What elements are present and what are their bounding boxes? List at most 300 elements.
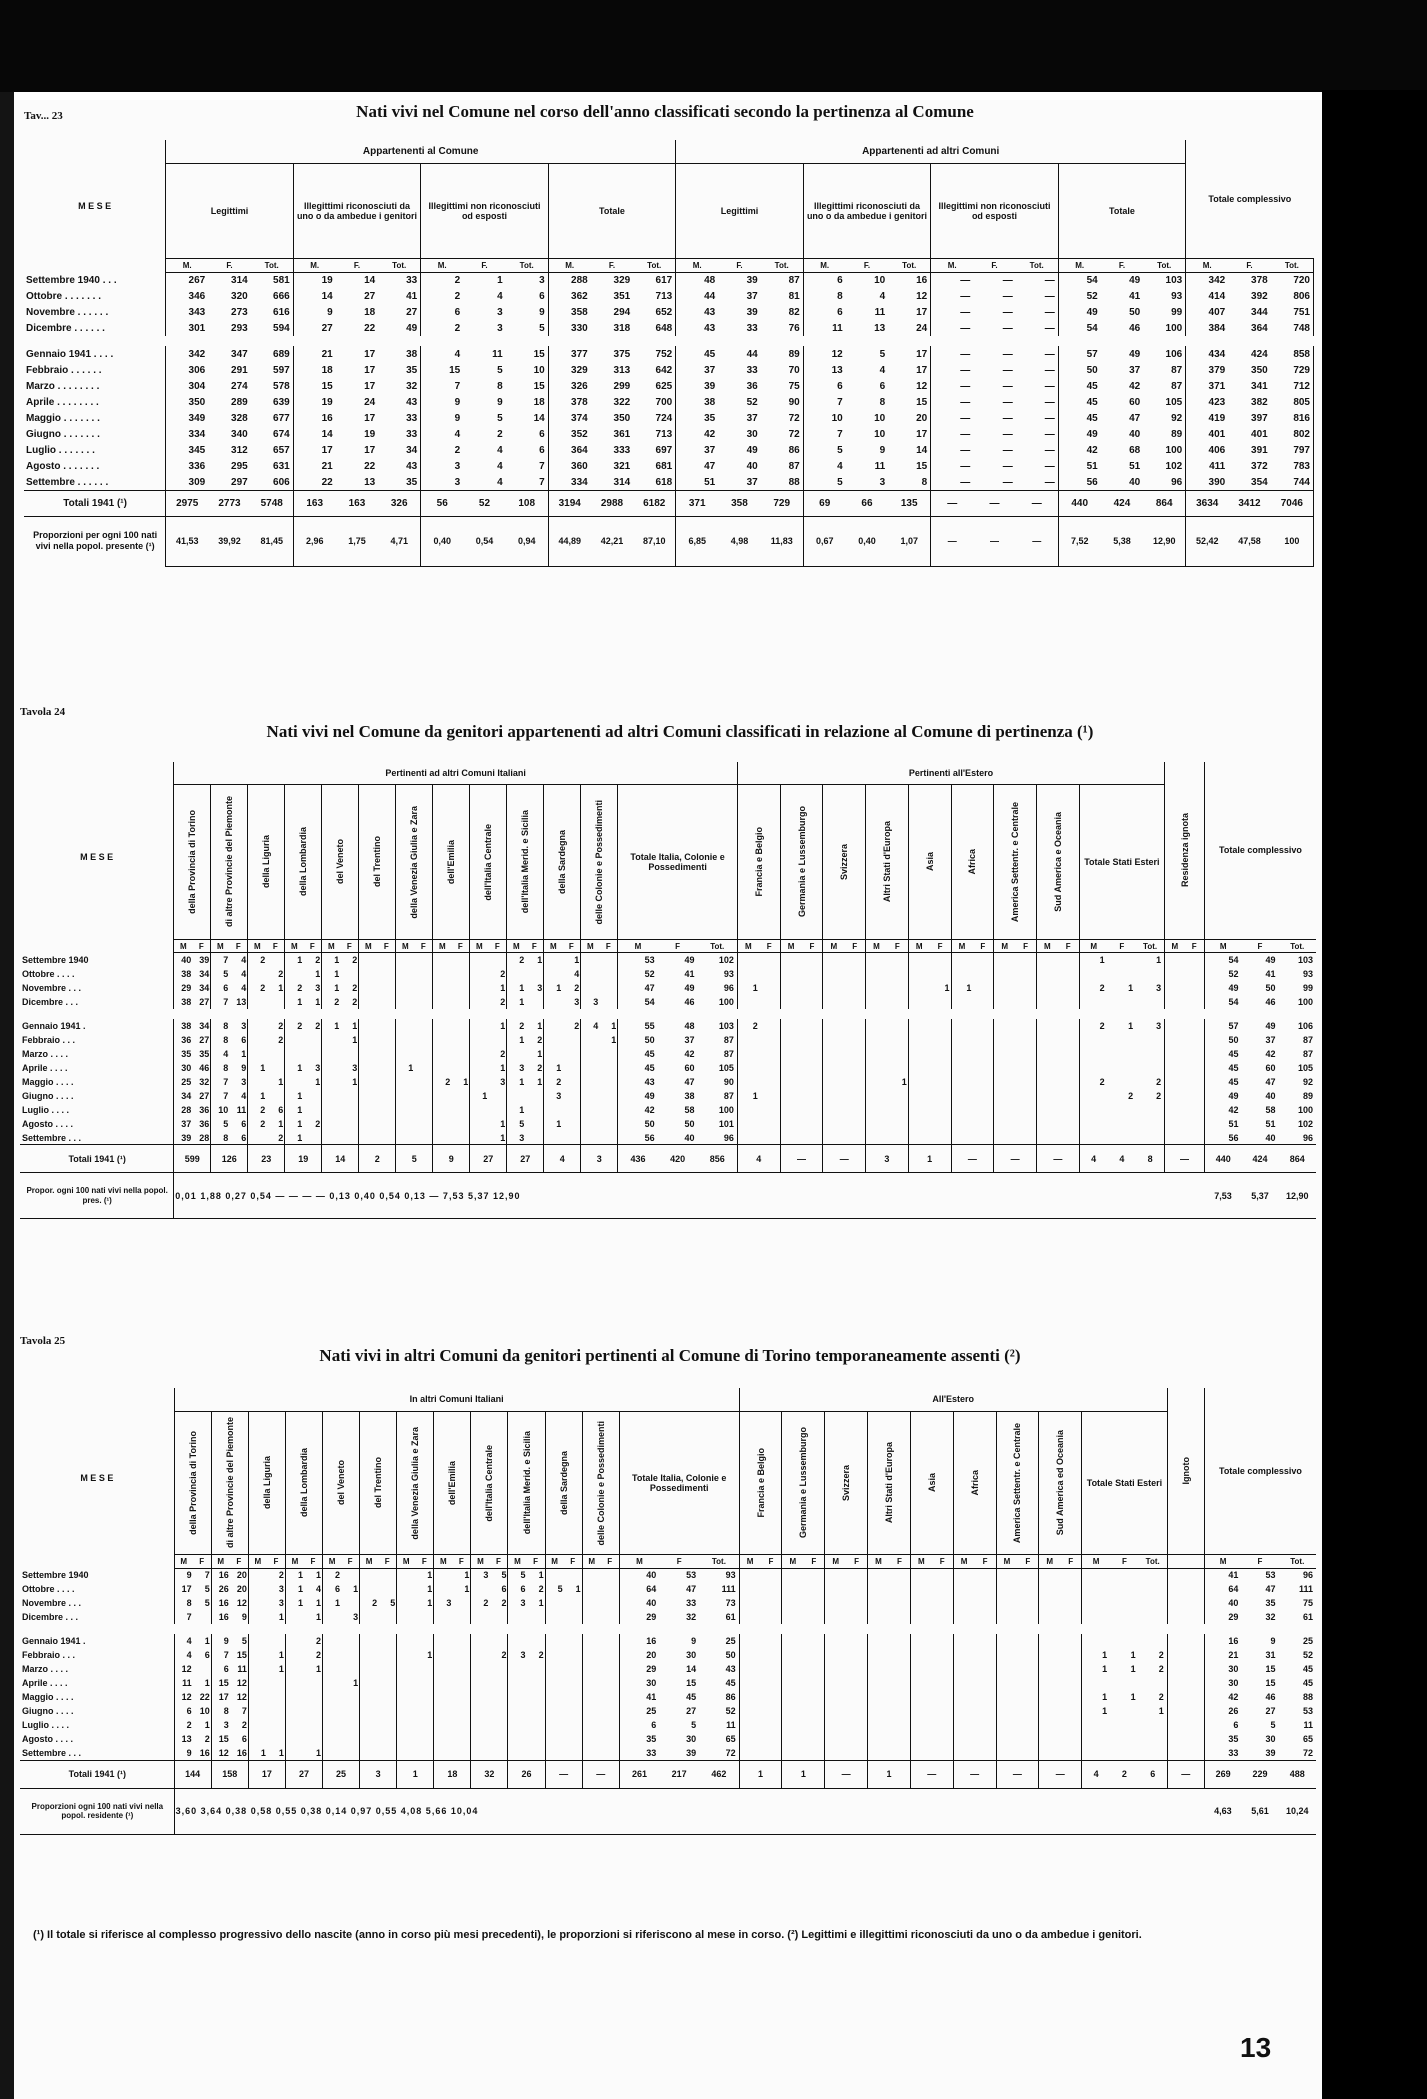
cell	[887, 967, 908, 981]
col-header-label: Africa	[969, 1470, 980, 1496]
cell	[910, 1732, 931, 1746]
cell	[780, 981, 801, 995]
row-label: Gennaio 1941 . . . .	[24, 346, 166, 362]
cell: 2	[488, 1047, 507, 1061]
mf-header: M	[581, 940, 600, 953]
cell-total: 35	[1228, 1734, 1239, 1744]
table-row	[20, 967, 1316, 981]
cell	[994, 1061, 1015, 1075]
col-header-label: Africa	[967, 849, 978, 875]
cell	[908, 1089, 929, 1103]
col-header-it	[544, 785, 581, 940]
cell: 2	[454, 444, 461, 456]
col-header-est	[994, 785, 1037, 940]
cell	[564, 1718, 583, 1732]
cell	[564, 1732, 583, 1746]
cell: 30	[181, 1062, 192, 1073]
cell	[780, 1089, 801, 1103]
cell	[1058, 1047, 1079, 1061]
cell: 1	[340, 1019, 359, 1033]
cell: —	[1016, 426, 1059, 442]
cell-res	[1185, 1047, 1205, 1061]
cell	[601, 1704, 620, 1718]
cell	[994, 1047, 1015, 1061]
col-header-label: della Venezia Giulia e Zara	[409, 805, 420, 919]
cell: 10	[831, 412, 843, 424]
cell: 10	[218, 1104, 229, 1115]
cell-total: 52	[1228, 968, 1239, 979]
cell	[932, 1746, 953, 1760]
cell	[1017, 1662, 1038, 1676]
cell	[471, 1648, 490, 1662]
cell-total-est: 1	[1102, 1650, 1108, 1660]
cell	[908, 1131, 929, 1145]
cell: 103	[1143, 272, 1186, 288]
total-cell: 9	[433, 1145, 470, 1173]
cell-total-it: 49	[684, 982, 695, 993]
cell: 15	[449, 364, 461, 376]
cell: 1	[497, 274, 503, 286]
table-row	[20, 981, 1316, 995]
cell: 45	[1086, 396, 1098, 408]
cell: 2	[303, 1117, 322, 1131]
cell: 10	[193, 1704, 212, 1718]
cell: 18	[506, 394, 549, 410]
mf-header: M	[996, 1555, 1017, 1568]
cell: 293	[231, 322, 248, 334]
mf-header: M	[359, 940, 378, 953]
cell	[451, 1117, 470, 1131]
total-cell: 32	[471, 1760, 508, 1788]
cell: —	[1002, 460, 1013, 472]
mese-header-24: M E S E	[20, 762, 174, 953]
total-cell: 1	[868, 1760, 911, 1788]
table-row	[24, 304, 1314, 320]
cell: 9	[186, 1748, 192, 1758]
cell-total-it: 30	[686, 1650, 697, 1660]
cell	[868, 1746, 889, 1760]
mf-header: F	[889, 1555, 910, 1568]
cell	[739, 1596, 760, 1610]
cell-total-it: 45	[644, 1048, 655, 1059]
cell-total-est	[1110, 1704, 1139, 1718]
cell: 17	[364, 444, 376, 456]
mf-header: M.	[548, 258, 591, 272]
cell	[471, 1582, 490, 1596]
proportion-cell: 0,54	[463, 516, 506, 566]
cell	[414, 1061, 433, 1075]
cell	[846, 1704, 867, 1718]
cell: 36	[746, 380, 758, 392]
row-label: Agosto . . . .	[20, 1117, 174, 1131]
cell: —	[960, 412, 971, 424]
mf-header: F	[601, 1555, 620, 1568]
cell: 3	[454, 460, 461, 472]
cell	[266, 953, 285, 967]
table-row	[24, 272, 1314, 288]
mf-header: M	[1082, 1555, 1111, 1568]
cell: 33	[378, 426, 421, 442]
cell	[887, 1033, 908, 1047]
cell	[562, 1117, 581, 1131]
cell-total-est: 1	[1128, 1020, 1134, 1031]
cell	[248, 995, 267, 1009]
cell	[414, 1131, 433, 1145]
cell	[868, 1568, 889, 1582]
cell: 27	[192, 995, 211, 1009]
cell	[470, 1061, 489, 1075]
cell: 6	[229, 1117, 248, 1131]
cell	[471, 1690, 490, 1704]
mf-header: Tot.	[1016, 258, 1059, 272]
total-cell: 14	[322, 1145, 359, 1173]
cell	[802, 1117, 823, 1131]
cell	[1060, 1610, 1081, 1624]
cell: 301	[188, 322, 206, 334]
cell: 2	[525, 1061, 544, 1075]
cell	[1015, 1117, 1036, 1131]
cell: —	[1016, 320, 1059, 336]
total-cell: 25	[323, 1760, 360, 1788]
cell-total-it: 101	[698, 1117, 738, 1131]
cell	[953, 1718, 974, 1732]
total-cell: —	[1039, 1760, 1082, 1788]
cell	[527, 1690, 546, 1704]
mf-header: M	[1079, 940, 1107, 953]
cell	[868, 1596, 889, 1610]
col-header-est	[996, 1411, 1039, 1555]
cell: 434	[1208, 348, 1226, 360]
cell	[508, 1704, 527, 1718]
table-row	[20, 1676, 1316, 1690]
cell-total-it: 50	[684, 1118, 695, 1129]
cell: 299	[613, 380, 631, 392]
cell	[451, 1131, 470, 1145]
cell	[994, 1103, 1015, 1117]
cell: 17	[888, 304, 931, 320]
cell	[471, 1634, 490, 1648]
cell	[248, 1582, 267, 1596]
cell: 2	[488, 995, 507, 1009]
cell	[866, 1075, 887, 1089]
cell-total-est: 1	[1102, 1692, 1108, 1702]
totale-header: Totale	[548, 163, 676, 258]
cell-total: 21	[1228, 1650, 1239, 1660]
cell	[780, 1117, 801, 1131]
cell: 27	[364, 290, 376, 302]
cell	[599, 1103, 618, 1117]
proportions-label: Propor. ogni 100 nati vivi nella popol. pres. (¹)	[20, 1173, 174, 1219]
cell-total: 52	[1302, 1650, 1313, 1660]
cell-total-est: 1	[1099, 954, 1105, 965]
cell-total-it: 16	[646, 1636, 657, 1646]
cell	[866, 1047, 887, 1061]
table25-label: Tavola 25	[20, 1335, 66, 1347]
cell: 22	[364, 322, 376, 334]
cell: 6	[266, 1103, 285, 1117]
cell-total: 45	[1302, 1678, 1313, 1688]
cell	[761, 1662, 782, 1676]
mf-header: M	[248, 940, 267, 953]
cell	[825, 1704, 846, 1718]
col-header-est	[1039, 1411, 1082, 1555]
cell: 2	[297, 982, 303, 993]
cell: 1	[408, 1062, 414, 1073]
cell-total: 29	[1228, 1612, 1239, 1622]
cell	[433, 1047, 452, 1061]
totals-label: Totali 1941 (¹)	[20, 1760, 174, 1788]
cell	[581, 967, 600, 981]
cell: 2	[752, 1020, 758, 1031]
cell: —	[1002, 412, 1013, 424]
cell: 3	[229, 1075, 248, 1089]
table-row	[20, 1596, 1316, 1610]
cell: 1	[303, 967, 322, 981]
cell: 1	[525, 1019, 544, 1033]
cell-total-it: 43	[644, 1076, 655, 1087]
cell: 7	[837, 428, 843, 440]
cell	[737, 1131, 758, 1145]
cell-total: 54	[1228, 954, 1239, 965]
mf-header: M	[323, 1555, 342, 1568]
cell: 3	[267, 1582, 286, 1596]
col-header-est	[780, 785, 823, 940]
cell: —	[1002, 396, 1013, 408]
cell: —	[1002, 322, 1013, 334]
cell-total: 45	[1228, 1048, 1239, 1059]
cell-total-est	[1139, 1568, 1168, 1582]
cell: 3	[488, 1075, 507, 1089]
cell	[564, 1610, 583, 1624]
cell	[545, 1718, 564, 1732]
cell	[951, 1033, 972, 1047]
cell-total-est	[1079, 967, 1107, 981]
cell: 350	[613, 412, 631, 424]
cell: 364	[1251, 322, 1268, 334]
cell-total-it: 20	[646, 1650, 657, 1660]
total-cell: —	[545, 1760, 582, 1788]
cell: 1	[267, 1662, 286, 1676]
cell	[930, 1089, 951, 1103]
cell-total-it: 61	[699, 1610, 739, 1624]
cell	[471, 1746, 490, 1760]
cell	[489, 1704, 508, 1718]
cell-total: 30	[1228, 1678, 1239, 1688]
cell: 3	[446, 1598, 452, 1608]
cell	[304, 1732, 323, 1746]
cell-total: 47	[1265, 1584, 1276, 1594]
cell	[889, 1568, 910, 1582]
total-cell: 424	[1241, 1145, 1278, 1173]
cell: —	[960, 364, 971, 376]
cell: 16	[230, 1746, 249, 1760]
cell: 1	[415, 1648, 434, 1662]
cell	[396, 953, 415, 967]
cell: 57	[1086, 348, 1098, 360]
col-header-it	[581, 785, 618, 940]
cell	[739, 1610, 760, 1624]
cell	[564, 1596, 583, 1610]
cell: 9	[454, 412, 461, 424]
cell	[581, 1117, 600, 1131]
cell	[930, 1131, 951, 1145]
cell	[599, 1061, 618, 1075]
cell	[451, 1089, 470, 1103]
mf-header: F	[267, 1555, 286, 1568]
col-header-label: del Trentino	[372, 836, 383, 888]
cell	[248, 1690, 267, 1704]
cell: 5	[506, 320, 549, 336]
cell	[508, 1610, 527, 1624]
table-row	[24, 378, 1314, 394]
cell-total-it: 32	[686, 1612, 697, 1622]
cell: 3	[454, 476, 461, 488]
cell: 1	[525, 953, 544, 967]
cell	[599, 1089, 618, 1103]
cell: 42	[1129, 380, 1141, 392]
cell	[340, 1131, 359, 1145]
cell-total-est	[1110, 1746, 1139, 1760]
cell	[975, 1746, 996, 1760]
cell: 45	[704, 348, 716, 360]
mf-header: F	[1110, 1555, 1139, 1568]
cell: 797	[1271, 442, 1314, 458]
cell: 1	[966, 982, 972, 993]
cell: 377	[571, 348, 588, 360]
cell: 12	[888, 378, 931, 394]
cell: 51	[1086, 460, 1098, 472]
cell	[267, 1718, 286, 1732]
cell	[601, 1634, 620, 1648]
cell: 11	[874, 306, 886, 318]
cell: 1	[297, 1104, 303, 1115]
cell: 14	[321, 428, 333, 440]
cell: 321	[613, 460, 631, 472]
cell-total: 40	[1228, 1598, 1239, 1608]
cell	[397, 1746, 416, 1760]
cell	[304, 1704, 323, 1718]
cell	[910, 1704, 931, 1718]
cell: 401	[1251, 428, 1268, 440]
cell-total-it: 111	[699, 1582, 739, 1596]
mf-header: F	[193, 1555, 212, 1568]
totale-complessivo-header-24: Totale complessivo	[1219, 845, 1302, 856]
cell-total-est	[1110, 1582, 1139, 1596]
col-header-label: della Liguria	[261, 835, 272, 889]
cell: 7	[223, 954, 229, 965]
cell	[433, 1117, 452, 1131]
cell: 342	[1208, 274, 1226, 286]
cell	[322, 1061, 341, 1075]
cell	[470, 1103, 489, 1117]
cell	[582, 1568, 601, 1582]
cell: 351	[613, 290, 631, 302]
cell	[360, 1732, 379, 1746]
cell	[266, 1061, 285, 1075]
proportion-total: 4,63	[1204, 1788, 1241, 1834]
cell: 3	[497, 322, 503, 334]
cell: —	[1002, 428, 1013, 440]
row-label: Settembre . . .	[20, 1131, 174, 1145]
cell: 13	[364, 476, 376, 488]
cell: 3	[593, 996, 599, 1007]
cell	[599, 1047, 618, 1061]
mf-header: F	[378, 1555, 397, 1568]
col-header-label: del Trentino	[373, 1457, 384, 1509]
cell: 2	[527, 1582, 546, 1596]
cell-total: 42	[1228, 1692, 1239, 1702]
cell: 372	[1251, 460, 1268, 472]
cell-res	[1185, 981, 1205, 995]
cell: 22	[321, 476, 333, 488]
cell	[545, 1648, 564, 1662]
cell	[803, 1662, 824, 1676]
cell	[471, 1718, 490, 1732]
cell: —	[960, 428, 971, 440]
cell	[545, 1746, 564, 1760]
cell	[889, 1610, 910, 1624]
cell	[908, 1033, 929, 1047]
cell	[322, 1131, 341, 1145]
cell: 2	[334, 996, 340, 1007]
cell	[267, 1732, 286, 1746]
cell	[248, 1648, 267, 1662]
illegittimi-non-riconosciuti-header-2: Illegittimi non riconosciuti od esposti	[931, 163, 1059, 258]
col-header-label: della Sardegna	[558, 1450, 569, 1515]
cell	[1017, 1704, 1038, 1718]
proportion-cell: 2,96	[293, 516, 336, 566]
cell-total-est: 2	[1136, 1089, 1164, 1103]
mf-header: Tot.	[1139, 1555, 1168, 1568]
cell	[488, 953, 507, 967]
cell	[304, 1690, 323, 1704]
cell-total-it: 40	[684, 1132, 695, 1143]
cell: 720	[1271, 272, 1314, 288]
total-cell: 26	[508, 1760, 545, 1788]
cell-total: 65	[1302, 1734, 1313, 1744]
total-cell: 864	[1278, 1145, 1316, 1173]
cell: 342	[188, 348, 206, 360]
cell-total-it: 50	[644, 1034, 655, 1045]
cell: 8	[223, 1034, 229, 1045]
total-cell: 2988	[591, 490, 634, 516]
cell-total: 31	[1265, 1650, 1276, 1660]
cell	[525, 1131, 544, 1145]
totals-row	[20, 1760, 1316, 1788]
col-header-label: Germania e Lussemburgo	[798, 1427, 809, 1539]
cell: 3	[303, 981, 322, 995]
cell: 2	[562, 981, 581, 995]
cell: 6	[506, 288, 549, 304]
total-cell: 69	[803, 490, 846, 516]
cell-total: 33	[1228, 1748, 1239, 1758]
cell	[544, 1103, 563, 1117]
cell-total-it: 53	[644, 954, 655, 965]
cell: 37	[746, 290, 758, 302]
cell: 2	[556, 1076, 562, 1087]
cell	[601, 1568, 620, 1582]
cell	[488, 1089, 507, 1103]
cell: 700	[633, 394, 676, 410]
cell	[360, 1746, 379, 1760]
cell	[1039, 1582, 1060, 1596]
cell	[599, 967, 618, 981]
mf-header: M	[908, 940, 929, 953]
mf-header: M	[471, 1555, 490, 1568]
cell	[525, 1103, 544, 1117]
cell	[470, 1019, 489, 1033]
cell	[545, 1662, 564, 1676]
